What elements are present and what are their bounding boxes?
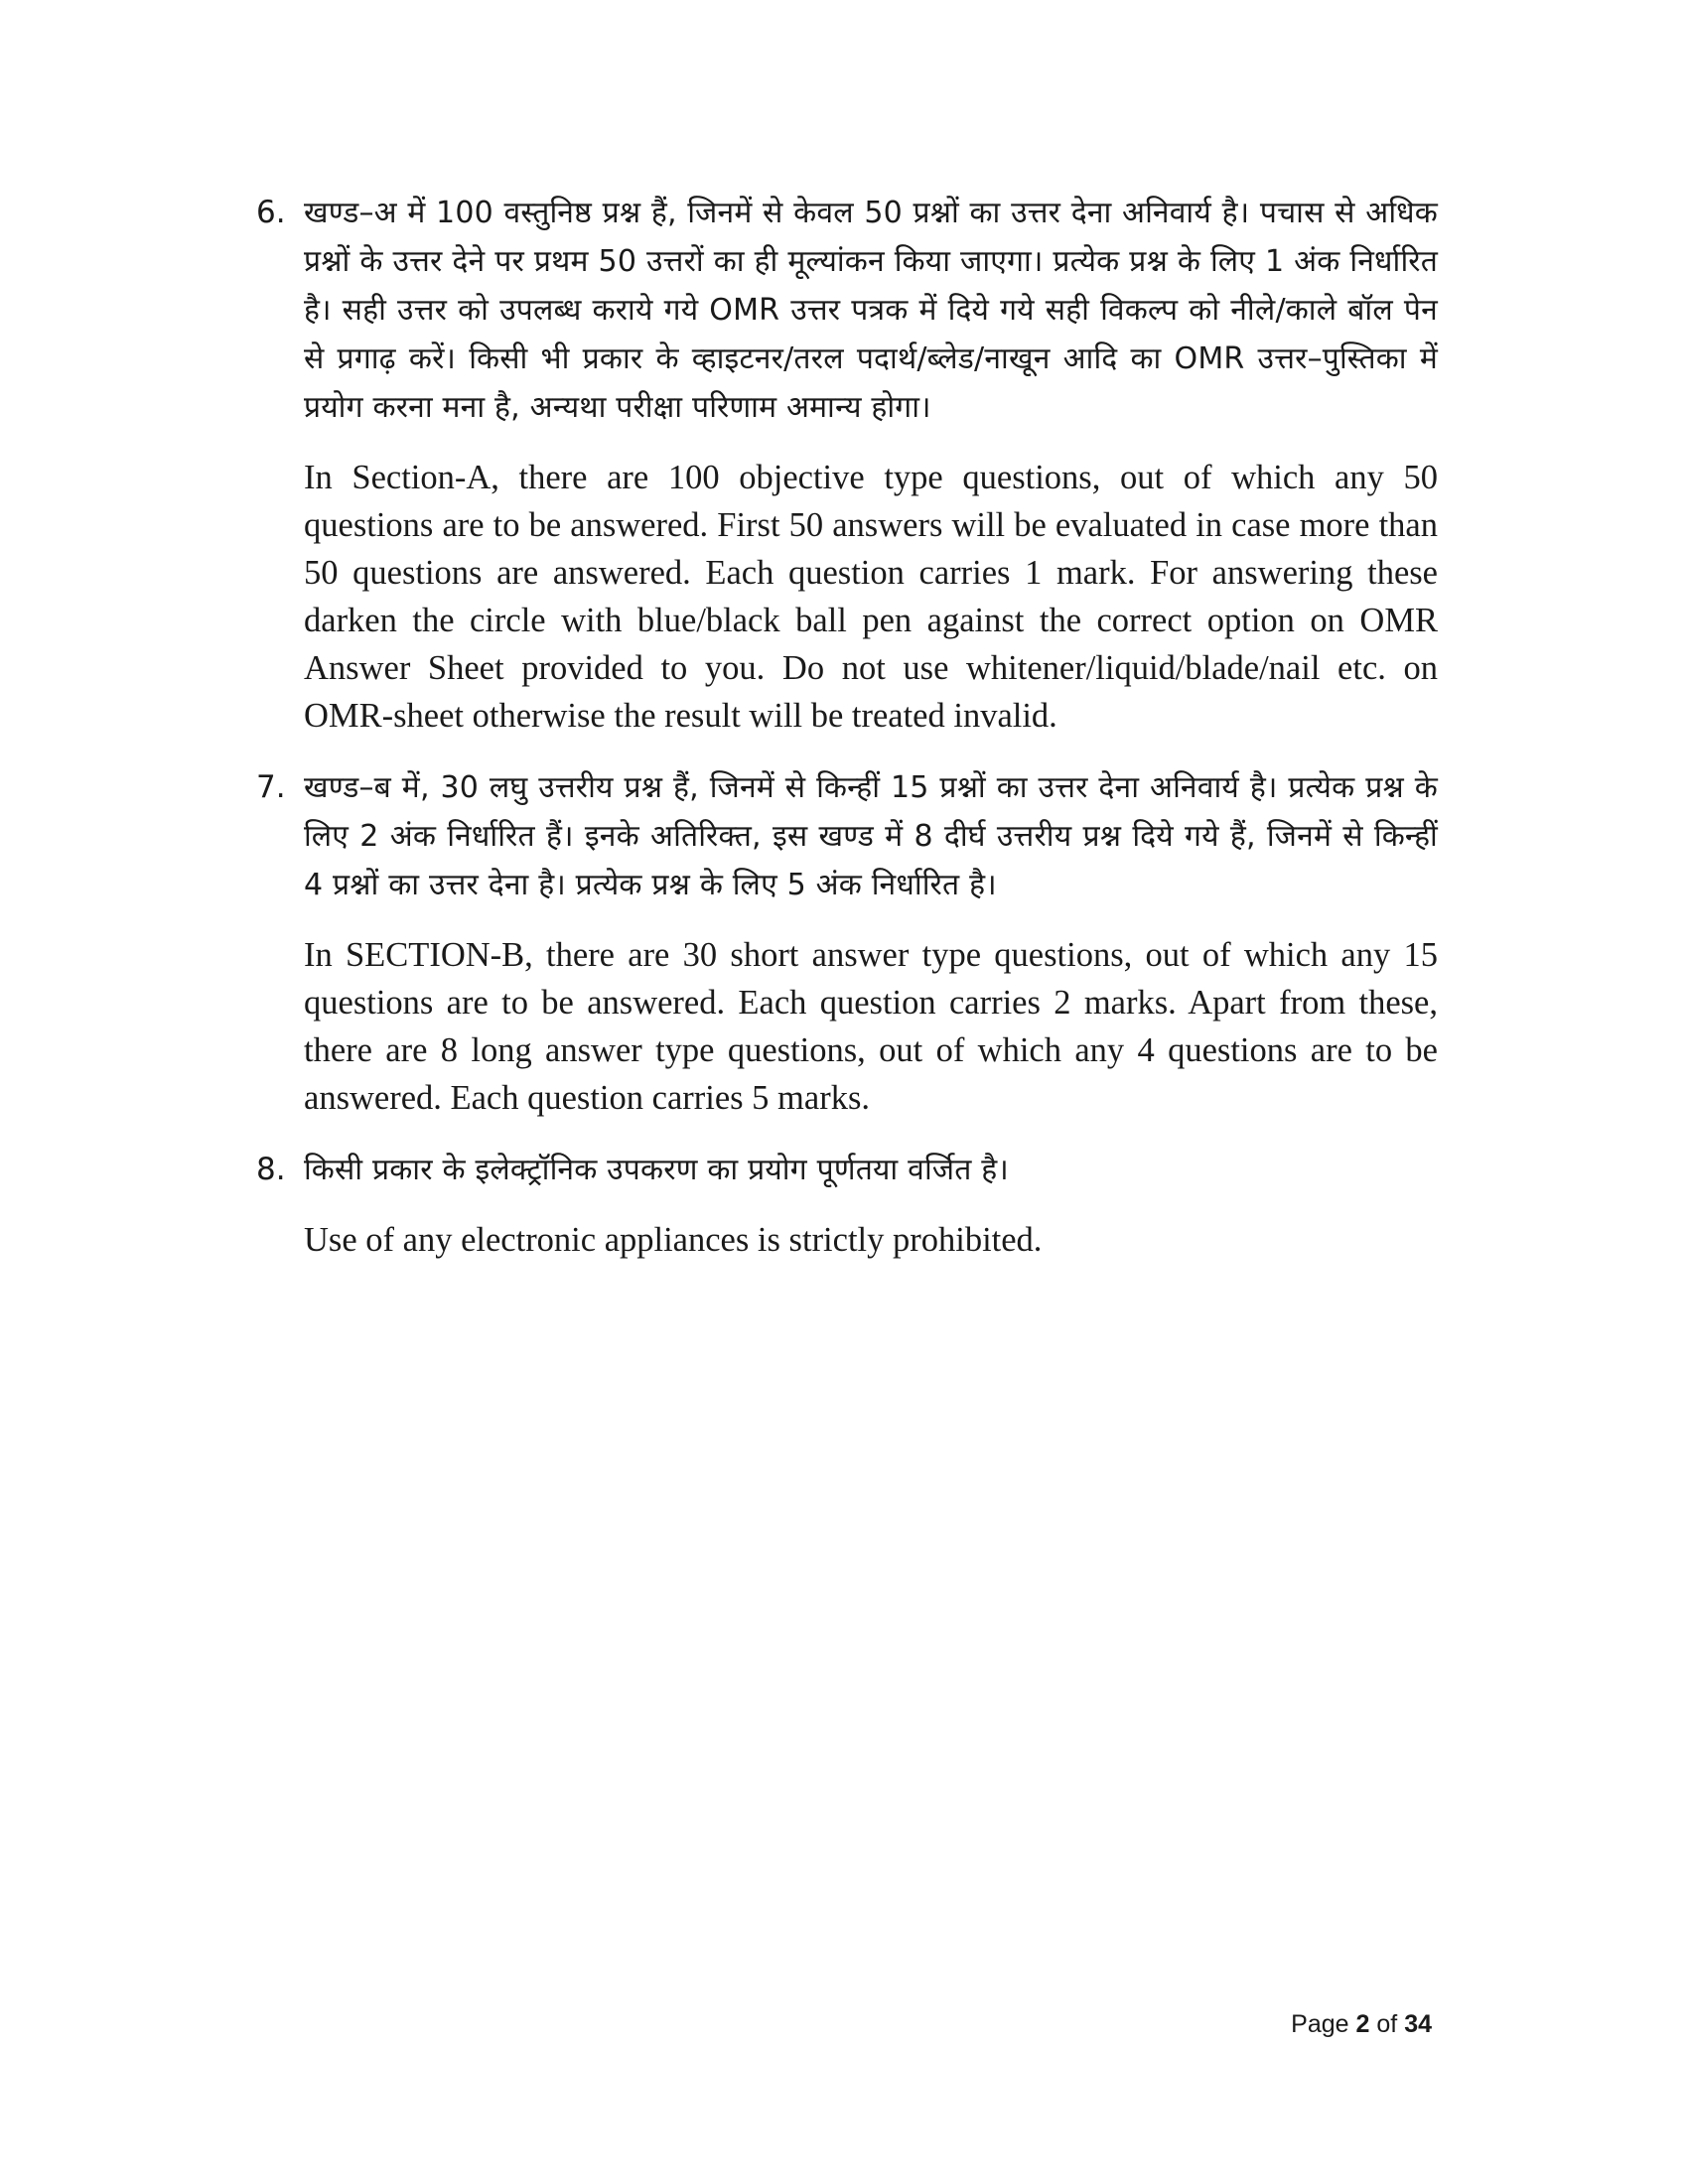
instruction-english-text: In Section-A, there are 100 objective type questions, out of which any 50 questions are to be answered. First 50 answers will be evaluated in case more than 50 questions are answered. Each question carries 1 mark. For answering these darken the circle with blue/black ball pen against the correct option on OMR Answer Sheet provided to you. Do not use whitener/liquid/blade/nail etc. on OMR-sheet otherwise the result will be treated invalid.: [304, 459, 1438, 735]
instruction-english-text: In SECTION-B, there are 30 short answer type questions, out of which any 15 questions are to be answered. Each question carries 2 marks. Apart from these, there are 8 long answer type questions, out of which any 4 questions are to be answered. Each question carries 5 marks.: [304, 936, 1438, 1117]
current-page-number: 2: [1355, 2010, 1370, 2038]
instruction-hindi-text: किसी प्रकार के इलेक्ट्रॉनिक उपकरण का प्रयोग पूर्णतया वर्जित है।: [304, 1153, 1009, 1187]
instruction-hindi-text: खण्ड–ब में, 30 लघु उत्तरीय प्रश्न हैं, जिनमें से किन्हीं 15 प्रश्नों का उत्तर देना अनिवार्य है। प्रत्येक प्रश्न के लिए 2 अंक निर्धारित हैं। इनके अतिरिक्त, इस खण्ड में 8 दीर्घ उत्तरीय प्रश्न दिये गये हैं, जिनमें से किन्हीं 4 प्रश्नों का उत्तर देना है। प्रत्येक प्रश्न के लिए 5 अंक निर्धारित है।: [304, 770, 1438, 902]
instruction-number: 7.: [256, 769, 286, 805]
instruction-number: 6.: [256, 195, 286, 230]
instruction-english-text: Use of any electronic appliances is strictly prohibited.: [304, 1221, 1043, 1259]
page-number-footer: [1291, 2007, 1432, 2041]
instruction-number: 8.: [256, 1152, 286, 1187]
page-prefix: Page: [1291, 2010, 1349, 2038]
instruction-item-6: [256, 189, 1438, 740]
page-separator: of: [1376, 2010, 1398, 2038]
instruction-item-7: [256, 763, 1438, 1122]
instruction-item-8: [256, 1146, 1438, 1264]
instructions-list: [256, 189, 1438, 1288]
total-pages-number: 34: [1404, 2010, 1432, 2038]
instruction-hindi-text: खण्ड–अ में 100 वस्तुनिष्ठ प्रश्न हैं, जिनमें से केवल 50 प्रश्नों का उत्तर देना अनिवार्य है। पचास से अधिक प्रश्नों के उत्तर देने पर प्रथम 50 उत्तरों का ही मूल्यांकन किया जाएगा। प्रत्येक प्रश्न के लिए 1 अंक निर्धारित है। सही उत्तर को उपलब्ध कराये गये OMR उत्तर पत्रक में दिये गये सही विकल्प को नीले/काले बॉल पेन से प्रगाढ़ करें। किसी भी प्रकार के व्हाइटनर/तरल पदार्थ/ब्लेड/नाखून आदि का OMR उत्तर–पुस्तिका में प्रयोग करना मना है, अन्यथा परीक्षा परिणाम अमान्य होगा।: [304, 196, 1438, 425]
